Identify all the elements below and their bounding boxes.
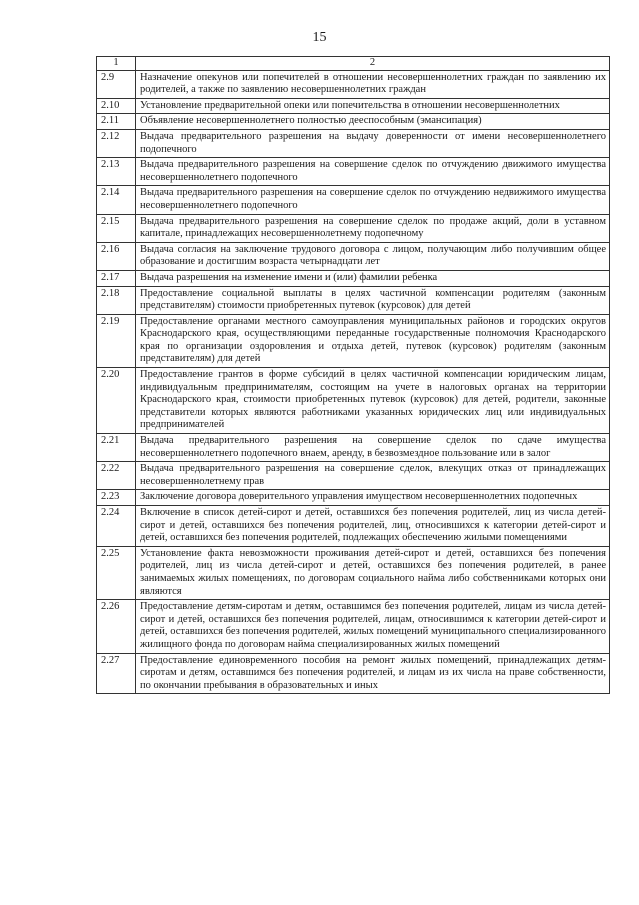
table-row <box>97 98 610 114</box>
row-number: 2.17 <box>97 270 136 286</box>
service-name: Установление предварительной опеки или попечительства в отношении несовершеннолетних <box>136 98 610 114</box>
service-name: Выдача разрешения на изменение имени и (или) фамилии ребенка <box>136 270 610 286</box>
row-number: 2.22 <box>97 462 136 490</box>
table-row <box>97 462 610 490</box>
header-cell-number: 1 <box>97 57 136 71</box>
service-name: Выдача согласия на заключение трудового договора с лицом, получающим либо получившим общее образование и достигшим возраста четырнадцати лет <box>136 242 610 270</box>
table-row <box>97 506 610 547</box>
service-name: Предоставление грантов в форме субсидий в целях частичной компенсации юридическим лицам, индивидуальным предпринимателям, состоящим на учете в налоговых органах на территории Краснодарского края, стоимости приобретенных путевок (курсовок) для детей, родители, законные представители которых являются работниками указанных юридических лиц или индивидуальных предпринимателей <box>136 368 610 434</box>
row-number: 2.14 <box>97 186 136 214</box>
service-name: Выдача предварительного разрешения на выдачу доверенности от имени несовершеннолетнего подопечного <box>136 129 610 157</box>
service-name: Выдача предварительного разрешения на совершение сделок по сдаче имущества несовершеннолетнего подопечного внаем, аренду, в безвозмездное пользование или в залог <box>136 434 610 462</box>
row-number: 2.12 <box>97 129 136 157</box>
service-name: Включение в список детей-сирот и детей, оставшихся без попечения родителей, лиц из числа детей-сирот и детей, оставшихся без попечения родителей, лиц, относившихся к категории детей-сирот и детей, оставшихся без попечения родителей, подлежащих обеспечению жилыми помещениями <box>136 506 610 547</box>
row-number: 2.13 <box>97 158 136 186</box>
table-row <box>97 186 610 214</box>
row-number: 2.20 <box>97 368 136 434</box>
table-row <box>97 600 610 653</box>
row-number: 2.15 <box>97 214 136 242</box>
service-name: Объявление несовершеннолетнего полностью дееспособным (эмансипация) <box>136 114 610 130</box>
table-header-row <box>97 57 610 71</box>
table-row <box>97 158 610 186</box>
table-row <box>97 434 610 462</box>
table-row <box>97 314 610 367</box>
service-name: Выдача предварительного разрешения на совершение сделок по отчуждению недвижимого имущества несовершеннолетнего подопечного <box>136 186 610 214</box>
row-number: 2.10 <box>97 98 136 114</box>
service-name: Выдача предварительного разрешения на совершение сделок по отчуждению движимого имущества несовершеннолетнего подопечного <box>136 158 610 186</box>
row-number: 2.19 <box>97 314 136 367</box>
service-name: Выдача предварительного разрешения на совершение сделок по продаже акций, доли в уставном капитале, принадлежащих несовершеннолетнему подопечному <box>136 214 610 242</box>
service-name: Установление факта невозможности проживания детей-сирот и детей, оставшихся без попечения родителей, лиц из числа детей-сирот и детей, оставшихся без попечения родителей, в ранее занимаемых жилых помещениях, по договорам социального найма либо собственниками которых они являются <box>136 546 610 599</box>
service-name: Предоставление детям-сиротам и детям, оставшимся без попечения родителей, лицам из числа детей-сирот и детей, оставшихся без попечения родителей, лицам, относившимся к категории детей-сирот и детей, оставшихся без попечения родителей, жилых помещений муниципального специализированного жилищного фонда по договорам найма специализированных жилых помещений <box>136 600 610 653</box>
row-number: 2.18 <box>97 286 136 314</box>
table-row <box>97 70 610 98</box>
table-row <box>97 129 610 157</box>
service-name: Предоставление единовременного пособия на ремонт жилых помещений, принадлежащих детям-сиротам и детям, оставшимся без попечения родителей, и лицам из их числа на праве собственности, по окончании пребывания в образовательных и иных <box>136 653 610 694</box>
row-number: 2.11 <box>97 114 136 130</box>
row-number: 2.25 <box>97 546 136 599</box>
row-number: 2.21 <box>97 434 136 462</box>
page-number: 15 <box>312 30 327 45</box>
row-number: 2.26 <box>97 600 136 653</box>
table-row <box>97 546 610 599</box>
table-row <box>97 653 610 694</box>
table-row <box>97 114 610 130</box>
row-number: 2.9 <box>97 70 136 98</box>
service-name: Предоставление социальной выплаты в целях частичной компенсации родителям (законным представителям) стоимости приобретенных путевок (курсовок) для детей <box>136 286 610 314</box>
service-name: Заключение договора доверительного управления имуществом несовершеннолетних подопечных <box>136 490 610 506</box>
service-name: Назначение опекунов или попечителей в отношении несовершеннолетних граждан по заявлению их родителей, а также по заявлению несовершеннолетних граждан <box>136 70 610 98</box>
table-row <box>97 490 610 506</box>
table-row <box>97 286 610 314</box>
row-number: 2.24 <box>97 506 136 547</box>
row-number: 2.23 <box>97 490 136 506</box>
service-name: Предоставление органами местного самоуправления муниципальных районов и городских округов Краснодарского края, осуществляющими переданные государственные полномочия Краснодарского края по организации оздоровления и отдыха детей, путевок (курсовок) родителям (законным представителям) для детей <box>136 314 610 367</box>
header-cell-name: 2 <box>136 57 610 71</box>
table-row <box>97 368 610 434</box>
table-row <box>97 270 610 286</box>
table-row <box>97 214 610 242</box>
table-row <box>97 242 610 270</box>
services-table <box>96 56 610 694</box>
row-number: 2.27 <box>97 653 136 694</box>
row-number: 2.16 <box>97 242 136 270</box>
service-name: Выдача предварительного разрешения на совершение сделок, влекущих отказ от принадлежащих несовершеннолетнему прав <box>136 462 610 490</box>
